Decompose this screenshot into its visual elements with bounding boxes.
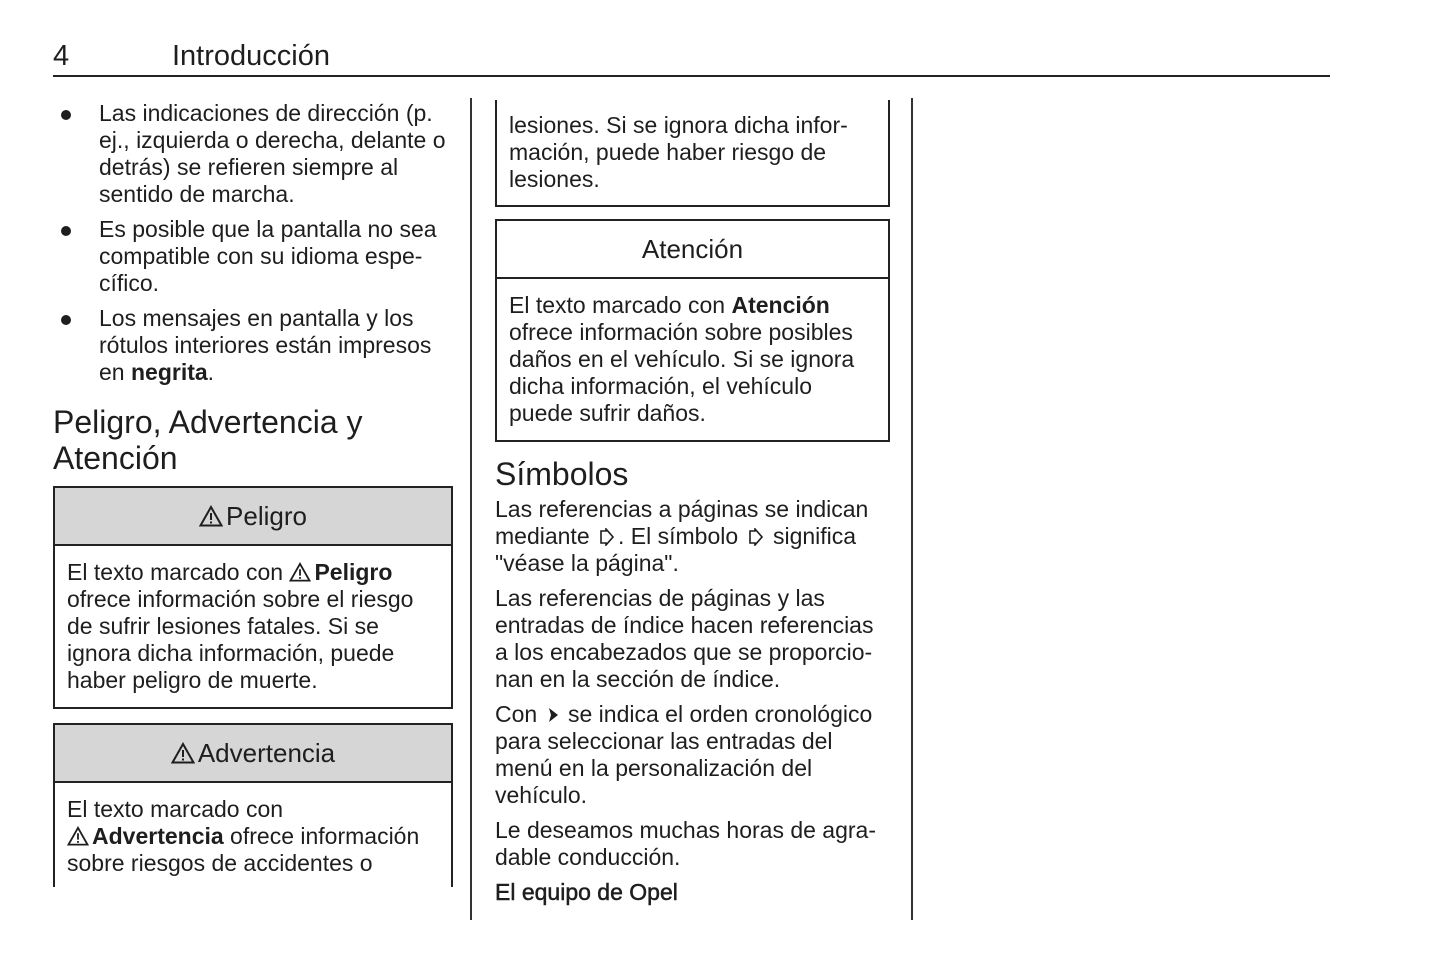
advertencia-box-title: Advertencia (197, 737, 336, 768)
atencion-body-bold: Atención (731, 292, 830, 318)
signature: El equipo de Opel (495, 879, 678, 905)
peligro-box (53, 486, 453, 709)
para3-text-b: se indica el orden cronológico para seleccionar las entradas del menú en la personalización del vehículo. (495, 701, 873, 808)
advertencia-box-body (55, 783, 451, 887)
atencion-body-prefix: El texto marcado con (509, 292, 732, 318)
advertencia-box-header (55, 725, 451, 783)
list-item (53, 100, 453, 208)
peligro-box-header (55, 488, 451, 546)
page-title: Introducción (172, 40, 330, 72)
bullet-icon (61, 226, 71, 236)
right-column (495, 100, 890, 914)
peligro-body-prefix: El texto marcado con (67, 559, 290, 585)
simbolos-paragraph-3 (495, 701, 890, 809)
advertencia-body-bold: Advertencia (92, 823, 224, 849)
para1-text-a: Las referencias a páginas se indican mediante (495, 496, 869, 549)
peligro-box-body (55, 546, 451, 707)
para1-text-c: significa "véase la página". (495, 523, 857, 576)
page-reference-arrow-icon (599, 528, 615, 546)
simbolos-paragraph-1 (495, 496, 890, 577)
simbolos-paragraph-4: Le deseamos muchas horas de agradable conducción. (495, 817, 877, 870)
header-rule (53, 75, 1330, 77)
simbolos-heading: Símbolos (495, 456, 629, 492)
para1-text-b: . El símbolo (618, 523, 745, 549)
advertencia-body-prefix: El texto marcado con (67, 796, 284, 822)
peligro-box-title: Peligro (226, 500, 307, 531)
peligro-body-bold: Peligro (314, 559, 393, 585)
bullet-icon (61, 315, 71, 325)
bullet-icon (61, 110, 71, 120)
list-item-text: Las indicaciones de dirección (p. ej., izquierda o derecha, delante o detrás) se refieren siempre al sentido de marcha. (99, 100, 446, 207)
column-divider-right (911, 98, 913, 920)
atencion-box (495, 219, 890, 442)
warning-triangle-icon (289, 562, 311, 582)
advertencia-box (53, 723, 453, 887)
atencion-box-header (497, 221, 888, 279)
warning-triangle-icon (67, 826, 89, 846)
bold-term: negrita (130, 359, 208, 385)
left-column (53, 100, 453, 887)
continuation-text: lesiones. Si se ignora dicha información, puede haber riesgo de lesiones. (509, 112, 848, 192)
list-item-text: Los mensajes en pantalla y los rótulos interiores están impresos en (99, 305, 432, 385)
atencion-box-body (497, 279, 888, 440)
list-item (53, 305, 453, 386)
list-item-text: Es posible que la pantalla no sea compatible con su idioma específico. (99, 216, 437, 296)
continuation-box (495, 100, 890, 207)
list-item-tail: . (207, 359, 215, 385)
bullet-list (53, 100, 453, 386)
atencion-body-rest: ofrece información sobre posibles daños en el vehículo. Si se ignora dicha información, el vehículo puede sufrir daños. (509, 319, 855, 426)
peligro-body-rest: ofrece información sobre el riesgo de sufrir lesiones fatales. Si se ignora dicha información, puede haber peligro de muerte. (67, 586, 414, 693)
advertencia-body-rest: ofrece información sobre riesgos de accidentes o (67, 823, 420, 876)
para3-text-a: Con (495, 701, 544, 727)
warning-triangle-icon (199, 505, 223, 527)
section-heading: Peligro, Advertencia y Atención (53, 404, 363, 476)
sequence-arrow-icon (547, 706, 559, 724)
warning-triangle-icon (171, 742, 195, 764)
page-number: 4 (53, 40, 70, 72)
page-reference-arrow-icon (748, 528, 764, 546)
simbolos-paragraph-2: Las referencias de páginas y las entradas de índice hacen referencias a los encabezados que se proporcionan en la sección de índice. (495, 585, 874, 692)
list-item (53, 216, 453, 297)
atencion-box-title: Atención (641, 233, 744, 264)
column-divider-left (470, 98, 472, 920)
